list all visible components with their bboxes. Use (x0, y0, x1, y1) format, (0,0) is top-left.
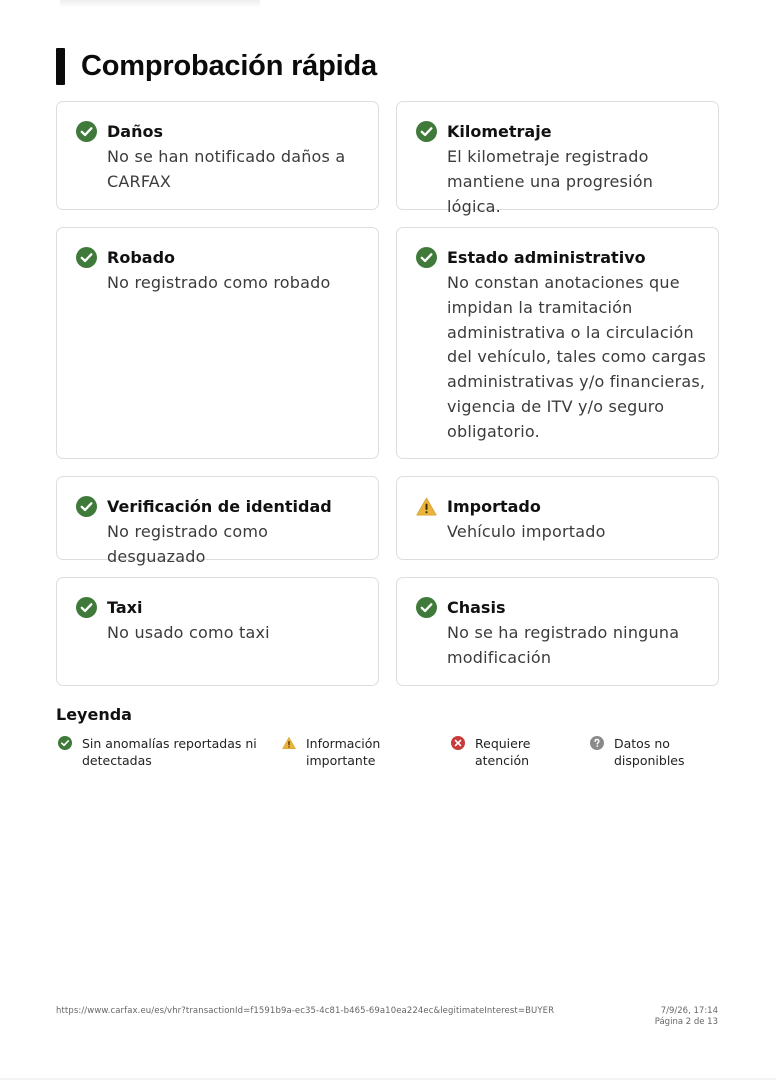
check-circle-icon (76, 597, 97, 618)
question-circle-icon (590, 736, 604, 750)
card-description: No se han notificado daños a CARFAX (107, 147, 346, 191)
card-title: Kilometraje (447, 122, 552, 141)
check-circle-icon (416, 597, 437, 618)
check-circle-icon (76, 121, 97, 142)
legend-label: Datos no disponibles (614, 736, 685, 768)
check-circle-icon (76, 247, 97, 268)
card-title: Chasis (447, 598, 506, 617)
legend-label: Requiere atención (475, 736, 531, 768)
card-title: Estado administrativo (447, 248, 646, 267)
check-card-verificacion-identidad (56, 476, 379, 566)
title-accent-bar (56, 48, 65, 85)
card-description: No usado como taxi (107, 623, 270, 642)
footer-page-number: Página 2 de 13 (654, 1017, 718, 1027)
check-circle-icon (58, 736, 72, 750)
card-title: Verificación de identidad (107, 497, 332, 516)
check-card-chasis (396, 577, 719, 686)
card-description: Vehículo importado (447, 522, 606, 541)
section-header (56, 46, 377, 86)
check-card-robado (56, 227, 379, 459)
check-card-kilometraje (396, 101, 719, 216)
header-shadow (60, 0, 260, 8)
check-circle-icon (76, 496, 97, 517)
warning-triangle-icon (416, 496, 437, 517)
check-card-danos (56, 101, 379, 210)
card-title: Daños (107, 122, 163, 141)
check-circle-icon (416, 121, 437, 142)
card-description: No constan anotaciones que impidan la tramitación administrativa o la circulación del vehículo, tales como cargas administrativas y/o financieras, vigencia de ITV y/o seguro obligatorio. (447, 273, 707, 441)
legend-label: Sin anomalías reportadas ni detectadas (82, 736, 257, 768)
page-title: Comprobación rápida (81, 49, 377, 82)
card-title: Importado (447, 497, 541, 516)
check-circle-icon (416, 247, 437, 268)
card-description: No se ha registrado ninguna modificación (447, 623, 680, 667)
check-card-estado-administrativo (396, 227, 719, 459)
check-card-importado (396, 476, 719, 560)
card-description: El kilometraje registrado mantiene una progresión lógica. (447, 147, 654, 216)
footer-meta (655, 1006, 718, 1028)
check-card-taxi (56, 577, 379, 686)
card-title: Taxi (107, 598, 143, 617)
warning-triangle-icon (282, 736, 296, 750)
x-circle-icon (451, 736, 465, 750)
footer-url: https://www.carfax.eu/es/vhr?transactionId=f1591b9a-ec35-4c81-b465-69a10ea224ec&legitimateInterest=BUYER (56, 1006, 555, 1016)
card-title: Robado (107, 248, 176, 267)
legend-title: Leyenda (56, 705, 132, 724)
card-description: No registrado como robado (107, 273, 331, 292)
card-description: No registrado como desguazado (107, 522, 269, 566)
legend-label: Información importante (306, 736, 381, 768)
footer-datetime: 7/9/26, 17:14 (660, 1006, 718, 1016)
